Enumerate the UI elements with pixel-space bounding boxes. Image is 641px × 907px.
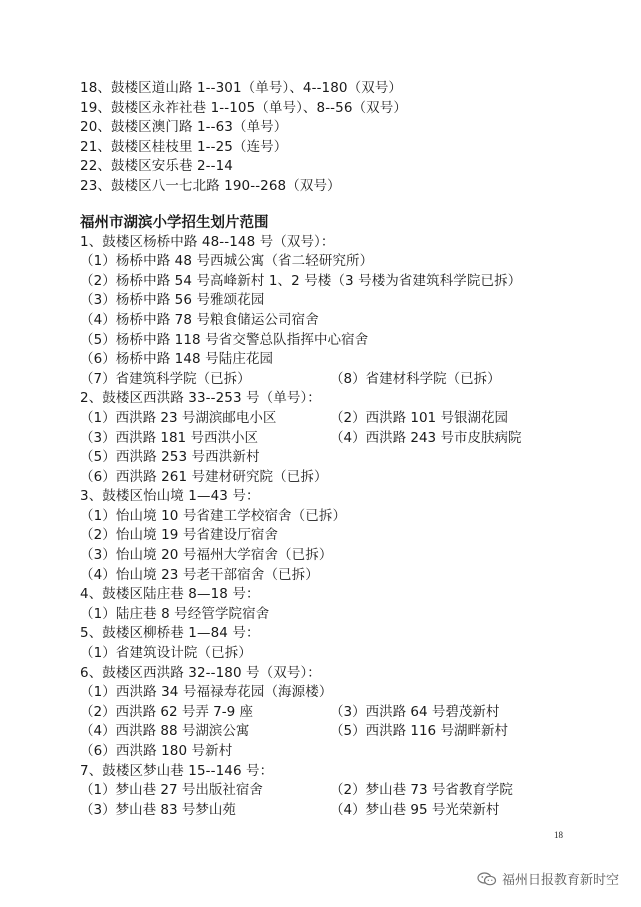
list-item: 19、鼓楼区永祚社巷 1--105（单号）、8--56（双号） <box>80 99 407 116</box>
watermark-text: 福州日报教育新时空 <box>501 873 619 888</box>
list-item: （1）陆庄巷 8 号经管学院宿舍 <box>80 605 270 622</box>
zone-heading: 1、鼓楼区杨桥中路 48--148 号（双号）： <box>80 233 335 250</box>
page-number: 18 <box>554 830 563 840</box>
list-item: （3）杨桥中路 56 号雅颂花园 <box>80 292 265 309</box>
list-row-two-col <box>80 429 580 449</box>
list-item: （2）杨桥中路 54 号高峰新村 1、2 号楼（3 号楼为省建筑科学院已拆） <box>80 272 522 289</box>
list-row-two-col <box>80 703 580 723</box>
list-row-two-col <box>80 801 580 821</box>
list-item: （1）西洪路 34 号福禄寿花园（海源楼） <box>80 684 333 701</box>
list-row-two-col <box>80 370 580 390</box>
zone-block-3 <box>80 487 580 585</box>
list-item: （7）省建筑科学院（已拆） <box>80 370 251 387</box>
spacer <box>80 197 580 213</box>
list-item: （1）杨桥中路 48 号西城公寓（省二轻研究所） <box>80 253 374 270</box>
list-item: 23、鼓楼区八一七北路 190--268（双号） <box>80 177 341 194</box>
street-list <box>80 79 580 197</box>
list-item: （1）西洪路 23 号湖滨邮电小区 <box>80 409 277 426</box>
list-item: 21、鼓楼区桂枝里 1--25（连号） <box>80 138 288 155</box>
list-row-two-col <box>80 722 580 742</box>
list-item: （2）梦山巷 73 号省教育学院 <box>330 782 513 799</box>
list-item: （5）西洪路 253 号西洪新村 <box>80 449 260 466</box>
list-item: （1）梦山巷 27 号出版社宿舍 <box>80 782 263 799</box>
list-item: （2）西洪路 101 号银湖花园 <box>330 409 508 426</box>
list-item: （3）怡山境 20 号福州大学宿舍（已拆） <box>80 547 333 564</box>
zone-heading: 6、鼓楼区西洪路 32--180 号（双号）： <box>80 664 321 681</box>
list-item: （5）杨桥中路 118 号省交警总队指挥中心宿舍 <box>80 331 369 348</box>
list-item: 18、鼓楼区道山路 1--301（单号）、4--180（双号） <box>80 80 403 96</box>
list-item: （4）梦山巷 95 号光荣新村 <box>330 801 500 818</box>
list-item: （4）西洪路 243 号市皮肤病院 <box>330 429 522 446</box>
list-item: （3）西洪路 181 号西洪小区 <box>80 429 258 446</box>
watermark <box>477 869 619 888</box>
list-item: （2）怡山境 19 号省建设厅宿舍 <box>80 527 279 544</box>
wechat-icon <box>477 872 497 886</box>
section-title: 福州市湖滨小学招生划片范围 <box>80 213 269 231</box>
list-item: （8）省建材科学院（已拆） <box>330 370 501 387</box>
list-item: （3）西洪路 64 号碧茂新村 <box>330 703 500 720</box>
zone-heading: 7、鼓楼区梦山巷 15--146 号： <box>80 762 274 779</box>
list-item: （6）西洪路 261 号建材研究院（已拆） <box>80 468 328 485</box>
list-item: （3）梦山巷 83 号梦山苑 <box>80 801 236 818</box>
zone-heading: 4、鼓楼区陆庄巷 8—18 号： <box>80 586 260 603</box>
list-item: （4）怡山境 23 号老干部宿舍（已拆） <box>80 566 319 583</box>
zone-block-2 <box>80 389 580 487</box>
list-item: （4）西洪路 88 号湖滨公寓 <box>80 723 250 740</box>
zone-block-1 <box>80 233 580 390</box>
list-item: （5）西洪路 116 号湖畔新村 <box>330 723 508 740</box>
list-item: （6）杨桥中路 148 号陆庄花园 <box>80 351 274 368</box>
zone-block-7 <box>80 762 580 821</box>
list-row-two-col <box>80 781 580 801</box>
list-item: （6）西洪路 180 号新村 <box>80 743 233 759</box>
list-row-two-col <box>80 409 580 429</box>
zone-block-4 <box>80 585 580 624</box>
zone-heading: 2、鼓楼区西洪路 33--253 号（单号）： <box>80 390 321 407</box>
list-item: （4）杨桥中路 78 号粮食储运公司宿舍 <box>80 311 319 328</box>
zone-block-5 <box>80 624 580 663</box>
list-item: 22、鼓楼区安乐巷 2--14 <box>80 158 233 175</box>
document-content <box>80 79 580 820</box>
zone-heading: 3、鼓楼区怡山境 1—43 号： <box>80 488 260 505</box>
zone-heading: 5、鼓楼区柳桥巷 1—84 号： <box>80 625 260 642</box>
zone-block-6 <box>80 664 580 762</box>
list-item: （2）西洪路 62 号弄 7-9 座 <box>80 703 253 720</box>
list-item: （1）怡山境 10 号省建工学校宿舍（已拆） <box>80 507 347 524</box>
list-item: 20、鼓楼区澳门路 1--63（单号） <box>80 119 288 136</box>
list-item: （1）省建筑设计院（已拆） <box>80 645 252 662</box>
